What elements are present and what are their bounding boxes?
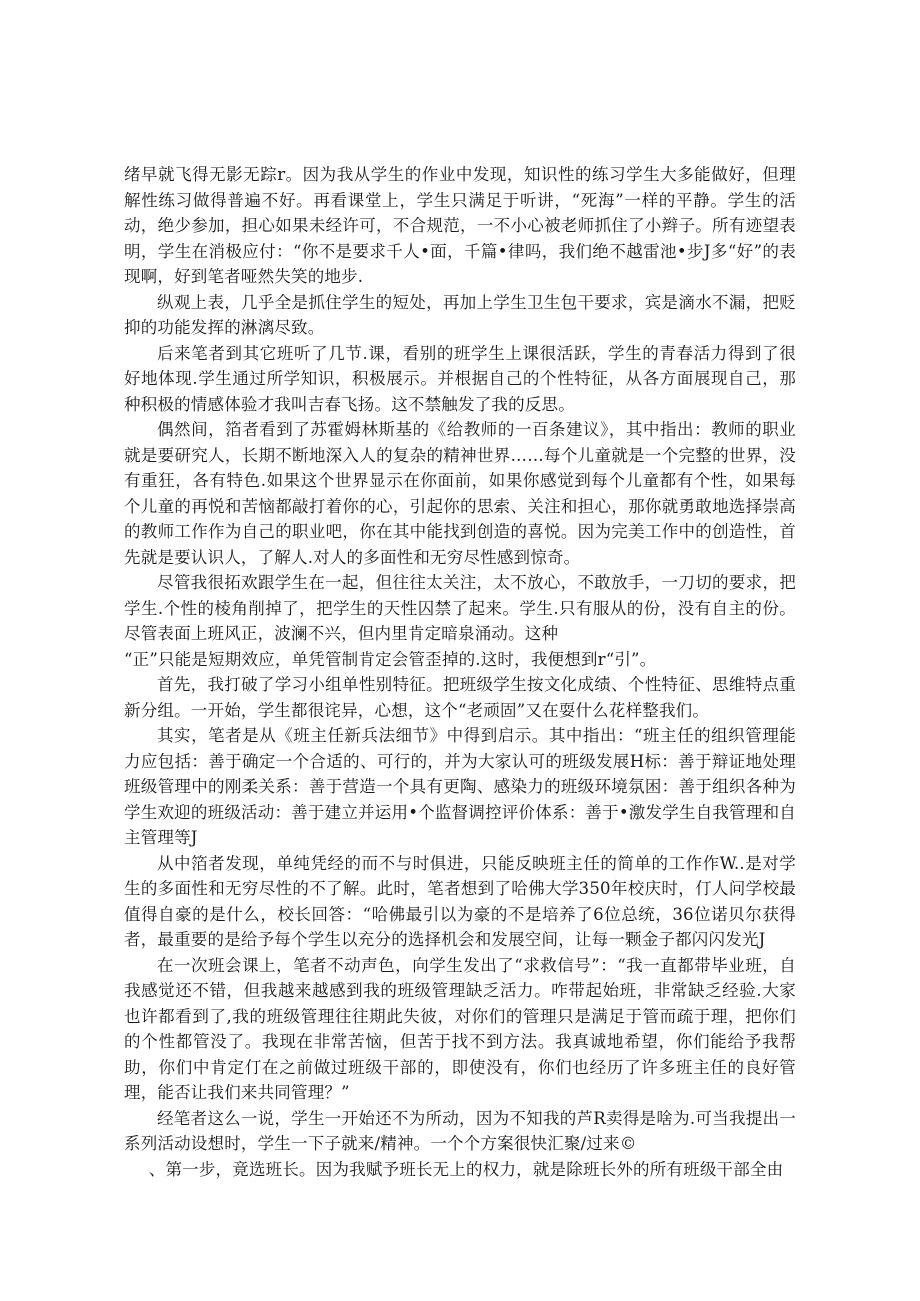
- paragraph-5: 尽管我很拓欢跟学生在一起，但往往太关注，太不放心，不敢放手，一刀切的要求，把学生.个性的棱角削掉了，把学生的天性囚禁了起来。学生.只有服从的份，没有自主的份。尽管表面上班风正，波澜不兴，但内里肯定暗泉涌动。这种: [124, 573, 796, 643]
- paragraph-3: 后来笔者到其它班听了几节.课，看别的班学生上课很活跃，学生的青春活力得到了很好地体现.学生通过所学知识，积极展示。并根据自己的个性特征，从各方面展现自己，那种积极的情感体验才我叫吉春飞扬。这不禁触发了我的反思。: [124, 343, 796, 414]
- paragraph-7: 首先，我打破了学习小组单性别特征。把班级学生按文化成绩、个性特征、思维特点重新分组。一开始，学生都很诧异，心想，这个“老顽固”又在耍什么花样整我们。: [124, 675, 796, 720]
- paragraph-1: 绪早就飞得无影无踪r。因为我从学生的作业中发现，知识性的练习学生大多能做好，但理解性练习做得普遍不好。再看课堂上，学生只满足于听讲，“死海”一样的平静。学生的活动，绝少参加，担心如果未经许可，不合规范，一不小心被老师抓住了小辫子。所有迹望表明，学生在消极应付：“你不是要求千人•面，千篇•律吗，我们绝不越雷池•步J多“好”的表现啊，好到笔者哑然失笑的地步.: [124, 165, 796, 286]
- paragraph-9: 从中箔者发现，单纯凭经的而不与时俱进，只能反映班主任的简单的工作作W..是对学生的多面性和无穷尽性的不了解。此时，笔者想到了哈佛大学350年校庆时，仃人问学校最值得自豪的是什么，校长回答：“哈佛最引以为豪的不是培养了6位总统，36位诺贝尔获得者，最重要的是给予每个学生以充分的选择机会和发展空间，让每一颗金子都闪闪发光J: [124, 853, 796, 949]
- paragraph-8: 其实，笔者是从《班主任新兵法细节》中得到启示。其中指出：“班主任的组织管理能力应包括：善于确定一个合适的、可行的，并为大家认可的班级发展H标：善于辩证地处理班级管理中的刚柔关系：善于营造一个具有更陶、感染力的班级环境氛困：善于组织各种为学生欢迎的班级活动：善于建立并运用•个监督调控评价体系：善于•激发学生自我管理和自主管理等J: [124, 726, 796, 847]
- paragraph-4: 偶然间，箔者看到了苏霍姆林斯基的《给教师的一百条建议》，其中指出：教师的职业就是要研究人，长期不断地深入人的复杂的精神世界……每个儿童就是一个完整的世界，没有重狂，各有特色.如果这个世界显示在你面前，如果你感觉到每个儿童都有个性，如果每个儿童的再悦和苦恼都敲打着你的心，引起你的思索、关注和担心，那你就勇敢地选择崇高的教师工作作为自己的职业吧，你在其中能找到创造的喜悦。因为完美工作中的创造性，首先就是要认识人，了解人.对人的多面性和无穷尽性感到惊奇。: [124, 420, 796, 567]
- paragraph-10: 在一次班会课上，笔者不动声色，向学生发出了“求救信号”：“我一直都带毕业班，自我感觉还不错，但我越来越感到我的班级管理缺乏活力。咋带起始班，非常缺乏经验.大家也许都看到了,我的班级管理往往期此失彼，对你们的管理只是满足于管而疏于理，把你们的个性都管没了。我现在非常苦恼，但苦于找不到方法。我真诚地希望，你们能给予我帮助，你们中肯定仃在之前做过班级干部的，即使没有，你们也经历了许多班主任的良好管理，能否让我们来共同管理？”: [124, 955, 796, 1102]
- paragraph-6: “正”只能是短期效应，单凭管制肯定会管歪掉的.这时，我便想到r“引”。: [124, 649, 657, 669]
- paragraph-12: 、第一步，竟选班长。因为我赋予班长无上的权力，就是除班长外的所有班级干部全由: [148, 1159, 784, 1179]
- paragraph-2: 纵观上表，几乎全是抓住学生的短处，再加上学生卫生包干要求，宾是滴水不漏，把贬抑的功能发挥的淋漓尽致。: [124, 292, 796, 337]
- paragraph-11: 经笔者这么一说，学生一开始还不为所动，因为不知我的芦R卖得是啥为.可当我提出一系列活动设想时，学生一下子就来/精神。一个个方案很快汇聚/过来©: [124, 1108, 796, 1153]
- document-body: [124, 162, 796, 1182]
